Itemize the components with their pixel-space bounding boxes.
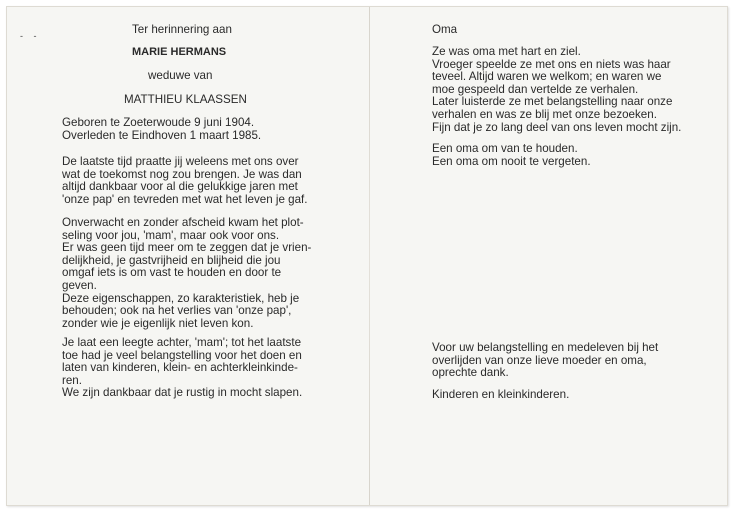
paragraph-line: Onverwacht en zonder afscheid kwam het plot- [62,216,304,229]
paragraph-line: wat de toekomst nog zou brengen. Je was dan [62,167,302,181]
closing-line: Een oma om van te houden. [432,142,578,155]
paragraph-line: geven. [62,278,97,292]
signature: Kinderen en kleinkinderen. [432,388,570,401]
paragraph-line: delijkheid, je gastvrijheid en blijheid die jou [62,253,281,267]
poem-line: Ze was oma met hart en ziel. [432,45,581,58]
poem-line: teveel. Altijd waren we welkom; en waren we [432,70,662,84]
poem-block [432,46,681,134]
paragraph-line: laten van kinderen, klein- en achterkleinkinde- [62,361,298,375]
thanks-line: oprechte dank. [432,366,509,380]
poem-line: Later luisterde ze met belangstelling naar onze [432,95,673,109]
thanks-line: Voor uw belangstelling en medeleven bij het [432,341,659,354]
center-fold [369,7,370,505]
closing-line: Een oma om nooit te vergeten. [432,154,591,168]
paragraph-line: omgaf iets is om vast te houden en door te [62,266,282,280]
birth-line: Geboren te Zoeterwoude 9 juni 1904. [62,116,255,129]
paragraph-1 [62,156,307,206]
closing-block [432,143,591,168]
paragraph-line: We zijn dankbaar dat je rustig in mocht slapen. [62,386,303,400]
deceased-name: MARIE HERMANS [132,46,227,58]
paragraph-line: altijd dankbaar voor al die gelukkige jaren met [62,180,298,194]
paragraph-2 [62,217,311,330]
poem-line: Fijn dat je zo lang deel van ons leven mocht zijn. [432,120,682,134]
edge-mark: - - [20,31,41,41]
paragraph-line: toe had je veel belangstelling voor het doen en [62,348,302,362]
poem-line: Vroeger speelde ze met ons en niets was haar [432,57,671,71]
header-widow-of: weduwe van [148,69,213,82]
paragraph-line: ren. [62,373,82,387]
poem-line: moe gespeeld dan vertelde ze verhalen. [432,82,639,96]
paragraph-3 [62,337,302,400]
paragraph-line: zonder wie je eigenlijk niet leven kon. [62,316,254,330]
header-remembrance: Ter herinnering aan [132,23,232,36]
paragraph-line: 'onze pap' en tevreden met wat het leven je gaf. [62,192,308,206]
spouse-name: MATTHIEU KLAASSEN [124,93,247,106]
paragraph-line: seling voor jou, 'mam', maar ook voor ons. [62,228,280,242]
poem-title: Oma [432,23,458,36]
thanks-line: overlijden van onze lieve moeder en oma, [432,353,647,367]
paragraph-line: De laatste tijd praatte jij weleens met ons over [62,155,299,168]
paragraph-line: Deze eigenschappen, zo karakteristiek, heb je [62,291,300,305]
dates-block [62,117,261,142]
death-line: Overleden te Eindhoven 1 maart 1985. [62,128,262,142]
paragraph-line: Je laat een leegte achter, 'mam'; tot het laatste [62,336,302,349]
paragraph-line: behouden; ook na het verlies van 'onze pap', [62,304,292,318]
paragraph-line: Er was geen tijd meer om te zeggen dat je vrien- [62,241,312,255]
poem-line: verhalen en was ze blij met onze bezoeken. [432,107,657,121]
thanks-block [432,342,658,380]
